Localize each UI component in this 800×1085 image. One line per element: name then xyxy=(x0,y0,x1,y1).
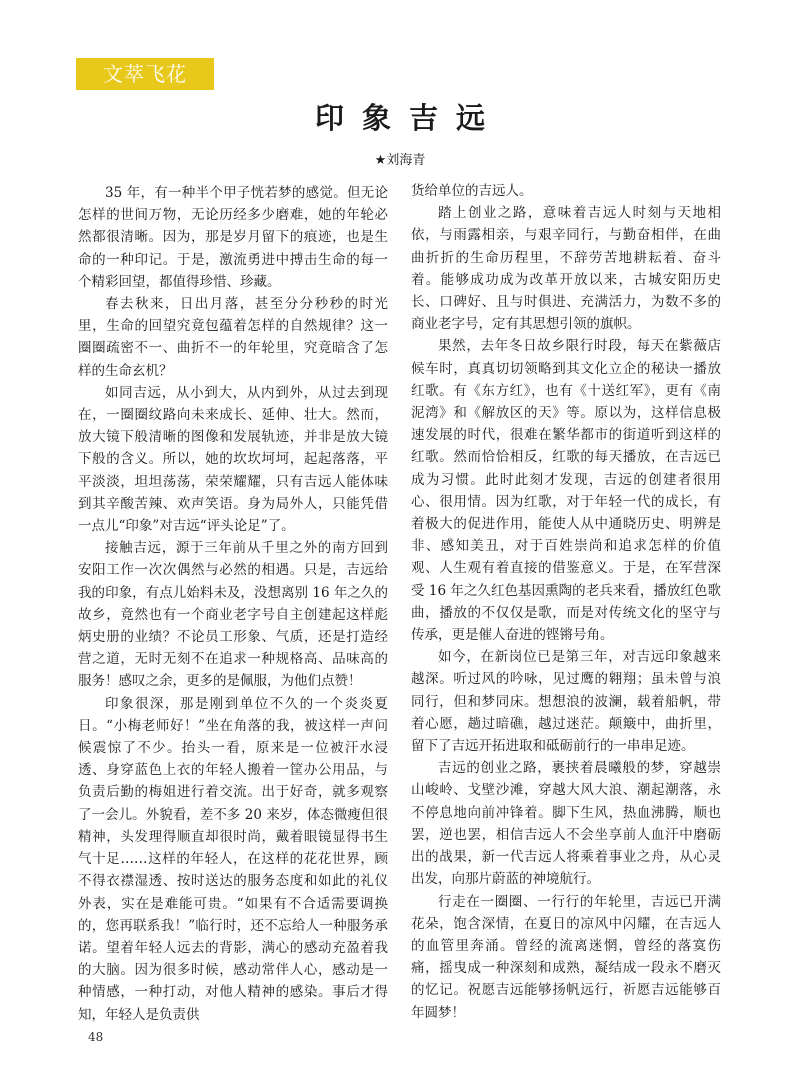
paragraph: 春去秋来，日出月落，甚至分分秒秒的时光里，生命的回望究竟包蕴着怎样的自然规律？这一圈圈疏密不一、曲折不一的年轮里，究竟暗含了怎样的生命玄机？ xyxy=(78,296,388,379)
paragraph-continuation: 货给单位的吉远人。 xyxy=(411,183,533,199)
paragraph: 吉远的创业之路，裹挟着晨曦般的梦，穿越崇山峻岭、戈壁沙滩，穿越大风大浪、潮起潮落，永不停息地向前冲锋着。脚下生风，热血沸腾，顺也罢，逆也罢，相信吉远人不会坐享前人血汗中磨砺出的战果，新一代吉远人将乘着事业之舟，从心灵出发，向那片蔚蓝的神境航行。 xyxy=(411,760,721,888)
section-tag: 文萃飞花 xyxy=(76,58,214,90)
article-column-left xyxy=(78,182,388,1026)
article-column-right xyxy=(411,180,721,1024)
paragraph: 如同吉远，从小到大，从内到外，从过去到现在，一圈圈纹路向未来成长、延伸、壮大。然而，放大镜下般清晰的图像和发展轨迹，并非是放大镜下般的含义。所以，她的坎坎坷坷，起起落落，平平淡淡，坦坦荡荡，荣荣耀耀，只有吉远人能体味到其辛酸苦辣、欢声笑语。身为局外人，只能凭借一点儿“印象”对吉远“评头论足”了。 xyxy=(78,384,388,535)
paragraph: 果然，去年冬日故乡限行时段，每天在紫薇店候车时，真真切切领略到其文化立企的秘诀一播放红歌。有《东方红》，也有《十送红军》，更有《南泥湾》和《解放区的天》等。原以为，这样信息极速发展的时代，很难在繁华都市的街道听到这样的红歌。然而恰恰相反，红歌的每天播放，在吉远已成为习惯。此时此刻才发现，吉远的创建者很用心、很用情。因为红歌，对于年轻一代的成长，有着极大的促进作用，能使人从中通晓历史、明辨是非、感知美丑，对于百姓崇尚和追求怎样的价值观、人生观有着直接的借鉴意义。于是，在军营深受 16 年之久红色基因熏陶的老兵来看，播放红色歌曲，播放的不仅仅是歌，而是对传统文化的坚守与传承，更是催人奋进的铿锵号角。 xyxy=(411,338,721,644)
paragraph: 踏上创业之路，意味着吉远人时刻与天地相依，与雨露相亲，与艰辛同行，与勤奋相伴，在曲曲折折的生命历程里，不辞劳苦地耕耘着、奋斗着。能够成功成为改革开放以来，古城安阳历史长、口碑好、且与时俱进、充满活力，为数不多的商业老字号，定有其思想引领的旗帜。 xyxy=(411,205,721,333)
paragraph: 接触吉远，源于三年前从千里之外的南方回到安阳工作一次次偶然与必然的相遇。只是，吉远给我的印象，有点儿始料未及，没想离别 16 年之久的故乡，竟然也有一个商业老字号自主创建起这样彪炳史册的业绩？不论员工形象、气质，还是打造经营之道，无时无刻不在追求一种规格高、品味高的服务！感叹之余，更多的是佩服，为他们点赞！ xyxy=(78,540,388,690)
paragraph: 行走在一圈圈、一行行的年轮里，吉远已开满花朵，饱含深情，在夏日的凉风中闪耀，在吉远人的血管里奔涌。曾经的流离迷惘，曾经的落寞伤痛，摇曳成一种深刻和成熟，凝结成一段永不磨灭的忆记。祝愿吉远能够扬帆远行，祈愿吉远能够百年圆梦！ xyxy=(411,893,721,1021)
article-author: ★刘海青 xyxy=(374,153,426,168)
paragraph: 35 年，有一种半个甲子恍若梦的感觉。但无论怎样的世间万物，无论历经多少磨难，她的年轮必然都很清晰。因为，那是岁月留下的痕迹，也是生命的一种印记。于是，激流勇进中搏击生命的每一个精彩回望，都值得珍惜、珍藏。 xyxy=(78,185,388,290)
paragraph: 如今，在新岗位已是第三年，对吉远印象越来越深。听过风的吟咏，见过鹰的翱翔；虽未曾与浪同行，但和梦同床。想想浪的波澜，载着船帆，带着心愿，趟过暗礁，越过迷茫。颠簸中，曲折里，留下了吉远开拓进取和砥砺前行的一串串足迹。 xyxy=(411,649,721,755)
article-title: 印象吉远 xyxy=(314,101,503,135)
page-number: 48 xyxy=(88,1030,104,1044)
paragraph: 印象很深，那是刚到单位不久的一个炎炎夏日。“小梅老师好！”坐在角落的我，被这样一声问候震惊了不少。抬头一看，原来是一位被汗水浸透、身穿蓝色上衣的年轻人搬着一筐办公用品，与负责后勤的梅姐进行着交流。出于好奇，就多观察了一会儿。外貌看，差不多 20 来岁，体态微瘦但很精神，头发理得顺直却很时尚，戴着眼镜显得书生气十足……这样的年轻人，在这样的花花世界，顾不得衣襟湿透、按时送达的服务态度和如此的礼仪外表，实在是难能可贵。“如果有不合适需要调换的，您再联系我！”临行时，还不忘给人一种服务承诺。望着年轻人远去的背影，满心的感动充盈着我的大脑。因为很多时候，感动常伴人心，感动是一种情感，一种打动，对他人精神的感染。事后才得知，年轻人是负责供 xyxy=(78,695,388,1023)
